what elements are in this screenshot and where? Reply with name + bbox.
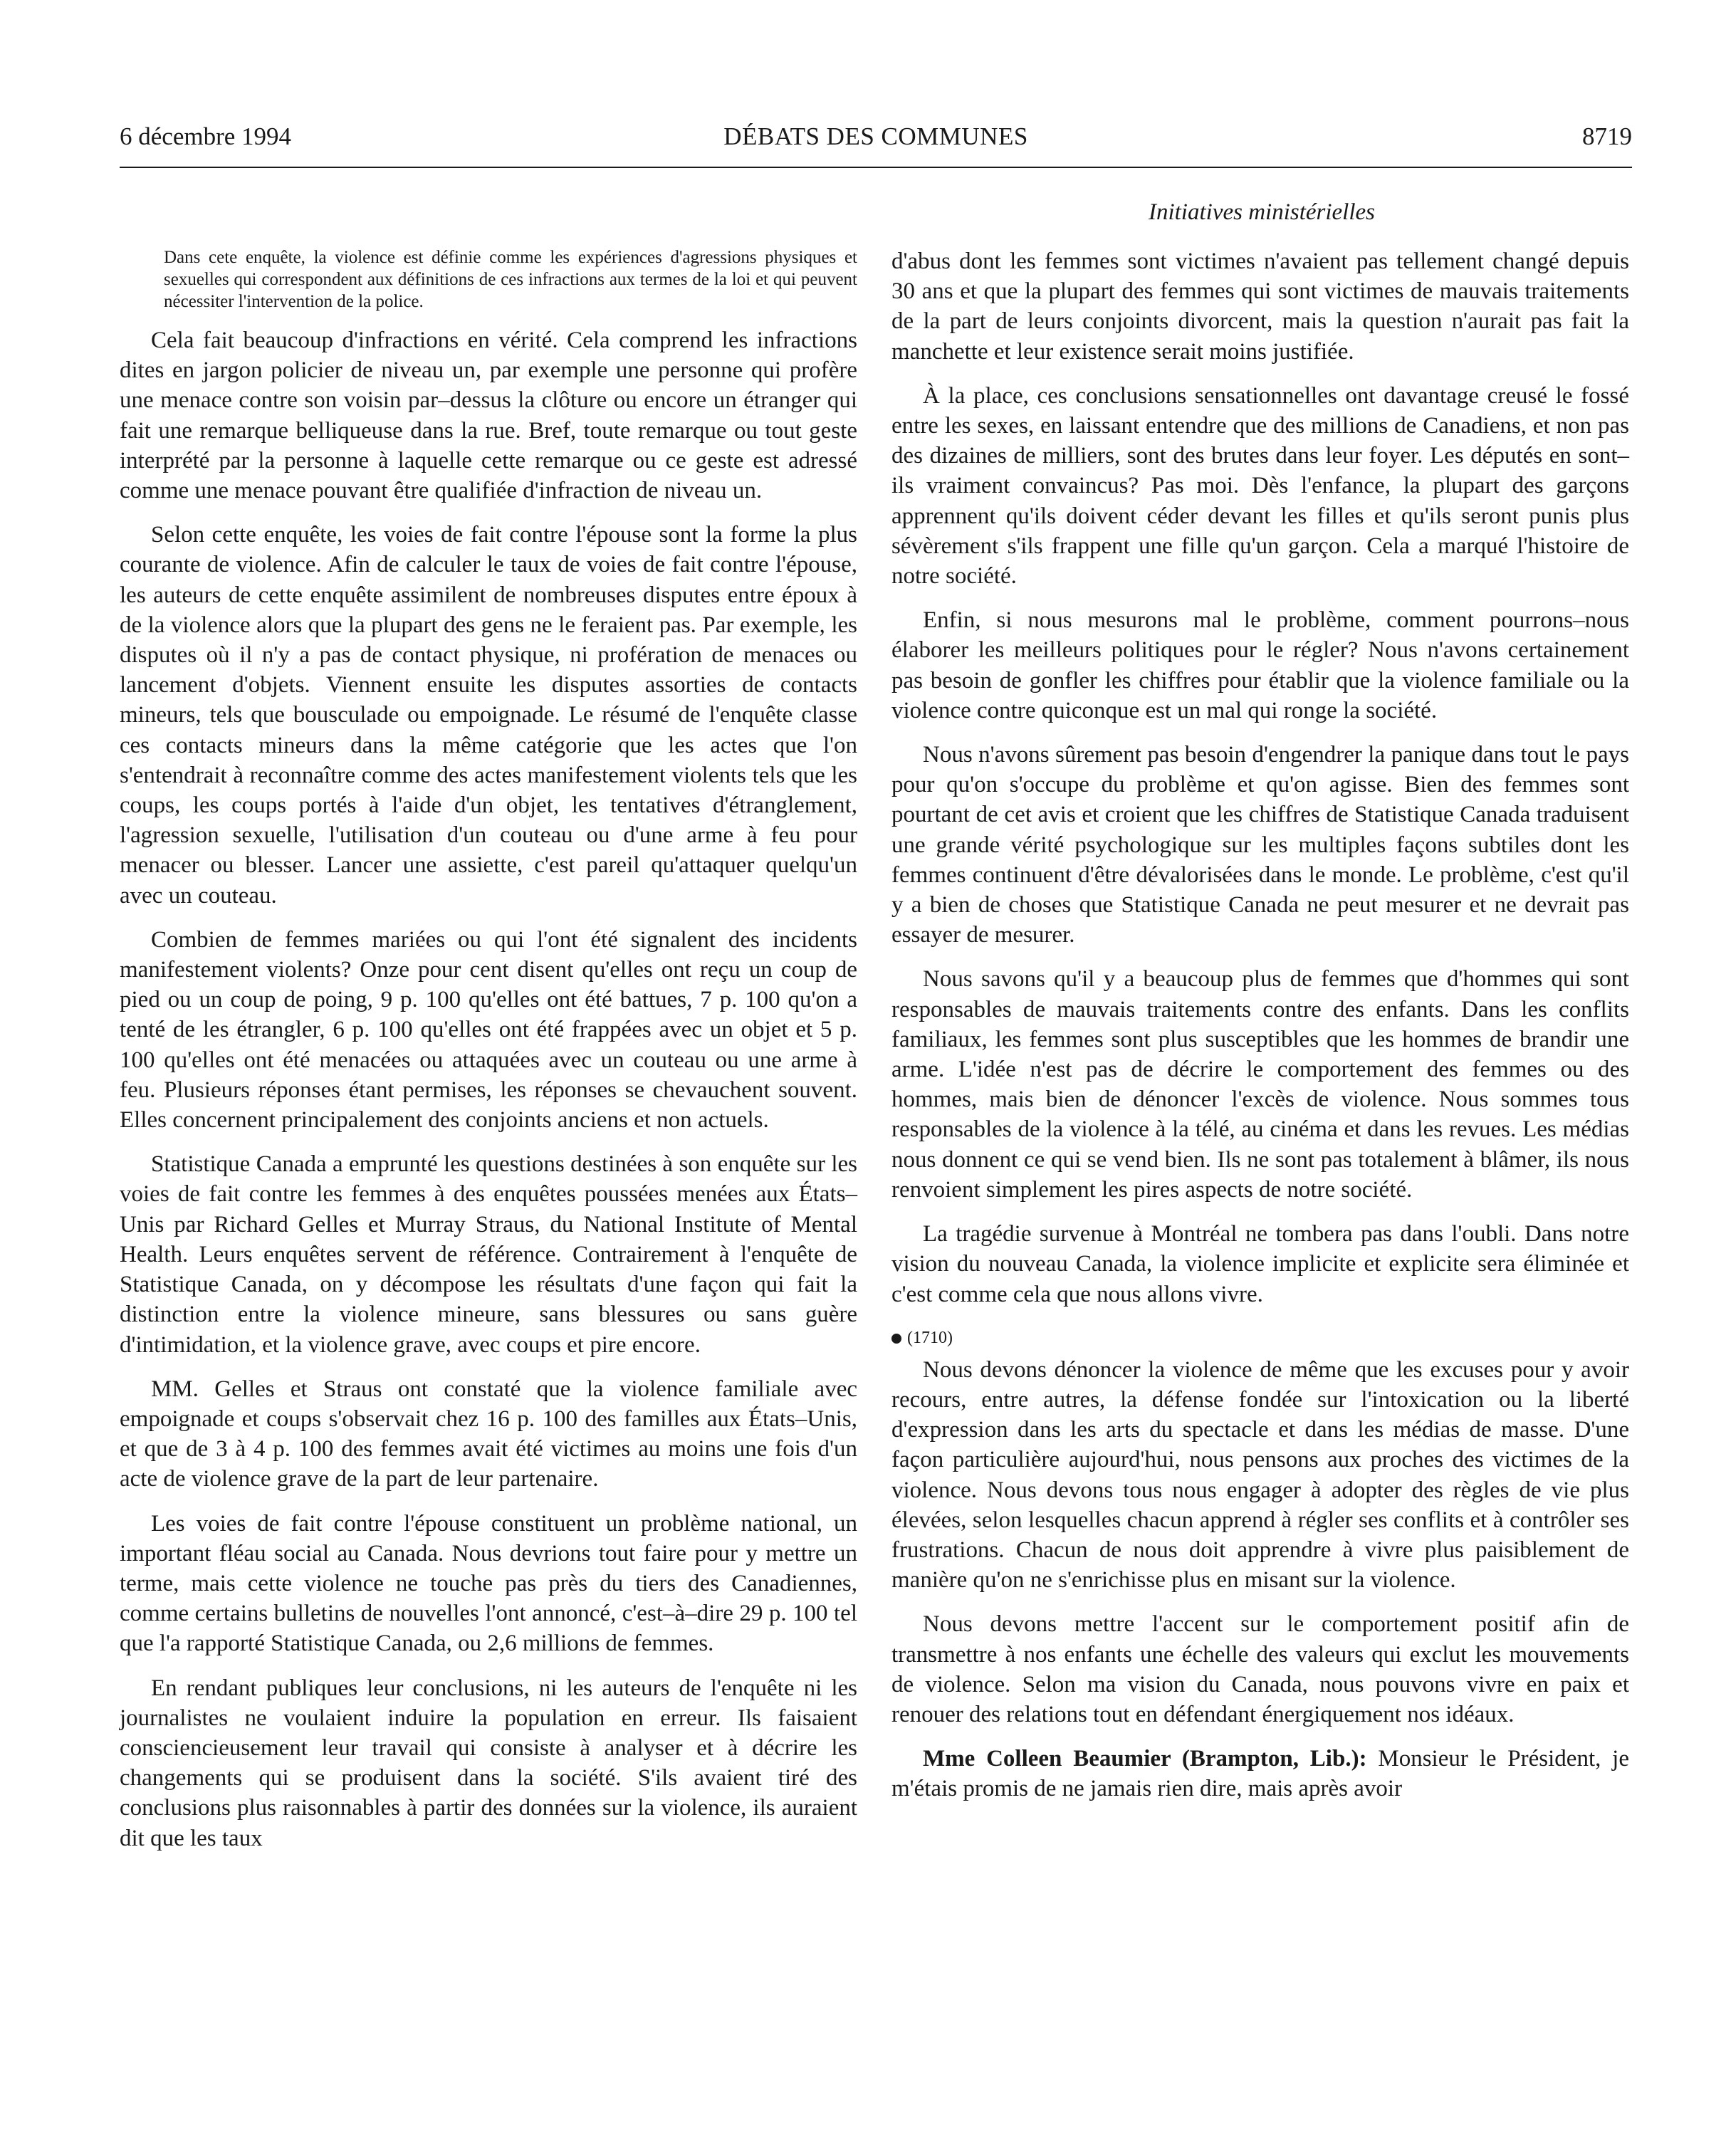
- paragraph: Combien de femmes mariées ou qui l'ont été signalent des incidents manifestement violents? Onze pour cent disent qu'elles ont reçu un coup de pied ou un coup de poing, 9 p. 100 qu'elles ont été battues, 7 p. 100 qu'on a tenté de les étrangler, 6 p. 100 qu'elles ont été frappées avec un objet et 5 p. 100 qu'elles ont été menacées ou attaquées avec un couteau ou une arme à feu. Plusieurs réponses étant permises, les réponses se chevauchent souvent. Elles concernent principalement des conjoints anciens et non actuels.: [120, 926, 857, 1134]
- paragraph: Nous devons mettre l'accent sur le comportement positif afin de transmettre à nos enfants une échelle des valeurs qui exclut les mouvements de violence. Selon ma vision du Canada, nous pouvons vivre en paix et renouer des relations tout en défendant énergiquement nos idéaux.: [891, 1611, 1629, 1727]
- paragraph: Nous savons qu'il y a beaucoup plus de femmes que d'hommes qui sont responsables de mauvais traitements contre des enfants. Dans les conflits familiaux, les femmes sont plus susceptibles que les hommes de brandir une arme. L'idée n'est pas de décrire le comportement des femmes ou des hommes, mais bien de dénoncer l'excès de violence. Nous sommes tous responsables de la violence à la télé, au cinéma et dans les revues. Les médias nous donnent ce qui se vend bien. Ils ne sont pas totalement à blâmer, ils nous renvoient simplement les pires aspects de notre société.: [891, 966, 1629, 1203]
- footnote: Dans cete enquête, la violence est définie comme les expériences d'agressions physiques et sexuelles qui correspondent aux définitions de ces infractions aux termes de la loi et qui peuvent nécessiter l'intervention de la police.: [164, 248, 857, 311]
- speaker-paragraph: [891, 1744, 1629, 1804]
- paragraph: Nous n'avons sûrement pas besoin d'engendrer la panique dans tout le pays pour qu'on s'occupe du problème et qu'on agisse. Bien des femmes sont pourtant de cet avis et croient que les chiffres de Statistique Canada traduisent une grande vérité psychologique sur les multiples façons subtiles dont les femmes continuent d'être dévalorisées dans le monde. Le problème, c'est qu'il y a bien de choses que Statistique Canada ne peut mesurer et ne devrait pas essayer de mesurer.: [891, 742, 1629, 948]
- right-column: [891, 246, 1629, 1819]
- header-page-number: 8719: [1582, 122, 1632, 150]
- paragraph: En rendant publiques leur conclusions, ni les auteurs de l'enquête ni les journalistes ne voulaient induire la population en erreur. Ils faisaient consciencieusement leur travail qui consiste à analyser et à décrire les changements qui se produisent dans la société. S'ils avaient tiré des conclusions plus raisonnables à partir des données sur la violence, ils auraient dit que les taux: [120, 1675, 857, 1851]
- left-column: [120, 246, 857, 1868]
- paragraph: La tragédie survenue à Montréal ne tombera pas dans l'oubli. Dans notre vision du nouveau Canada, la violence implicite et explicite sera éliminée et c'est comme cela que nous allons vivre.: [891, 1221, 1629, 1307]
- paragraph: Statistique Canada a emprunté les questions destinées à son enquête sur les voies de fait contre les femmes à des enquêtes poussées menées aux États–Unis par Richard Gelles et Murray Straus, du National Institute of Mental Health. Leurs enquêtes servent de référence. Contrairement à l'enquête de Statistique Canada, on y décompose les résultats d'une façon qui fait la distinction entre la violence mineure, sans blessures ou sans guère d'intimidation, et la violence grave, avec coups et pire encore.: [120, 1151, 857, 1358]
- section-title: Initiatives ministérielles: [1148, 199, 1376, 225]
- header-date: 6 décembre 1994: [120, 122, 292, 150]
- speaker-name: Mme Colleen Beaumier (Brampton, Lib.):: [923, 1746, 1367, 1772]
- page-header: [120, 122, 1632, 165]
- paragraph: Les voies de fait contre l'épouse constituent un problème national, un important fléau social au Canada. Nous devrions tout faire pour y mettre un terme, mais cette violence ne touche pas près du tiers des Canadiennes, comme certains bulletins de nouvelles l'ont annoncé, c'est–à–dire 29 p. 100 tel que l'a rapporté Statistique Canada, ou 2,6 millions de femmes.: [120, 1510, 857, 1657]
- paragraph-continued: d'abus dont les femmes sont victimes n'avaient pas tellement changé depuis 30 ans et que la plupart des femmes qui sont victimes de mauvais traitements de la part de leurs conjoints divorcent, mais la question n'aurait pas fait la manchette et leur existence serait moins justifiée.: [891, 248, 1629, 365]
- speaker-text: Monsieur le Président, je m'étais promis de ne jamais rien dire, mais après avoir: [891, 1746, 1629, 1802]
- paragraph: Cela fait beaucoup d'infractions en vérité. Cela comprend les infractions dites en jargon policier de niveau un, par exemple une personne qui profère une menace contre son voisin par–dessus la clôture ou encore un étranger qui fait une remarque belliqueuse dans la rue. Bref, toute remarque ou tout geste interprété par la personne à laquelle cette remarque ou ce geste est adressé comme une menace pouvant être qualifiée d'infraction de niveau un.: [120, 328, 857, 504]
- paragraph: Selon cette enquête, les voies de fait contre l'épouse sont la forme la plus courante de violence. Afin de calculer le taux de voies de fait contre l'épouse, les auteurs de cette enquête assimilent de nombreuses disputes entre époux à de la violence alors que la plupart des gens ne le feraient pas. Par exemple, les disputes où il n'y a pas de contact physique, ni profération de menaces ou lancement d'objets. Viennent ensuite les disputes assorties de contacts mineurs, tels que bousculade ou empoignade. Le résumé de l'enquête classe ces contacts mineurs dans la même catégorie que les actes que l'on s'entendrait à reconnaître comme des actes manifestement violents tels que les coups, les coups portés à l'aide d'un objet, les tentatives d'étranglement, l'agression sexuelle, l'utilisation d'un couteau ou d'une arme à feu pour menacer ou blesser. Lancer une assiette, c'est pareil qu'attaquer quelqu'un avec un couteau.: [120, 522, 857, 909]
- header-journal-title: DÉBATS DES COMMUNES: [723, 122, 1028, 150]
- time-marker: [891, 1324, 1629, 1352]
- paragraph: À la place, ces conclusions sensationnelles ont davantage creusé le fossé entre les sexes, en laissant entendre que des millions de Canadiens, et non pas des dizaines de milliers, sont des brutes dans leur foyer. Les députés en sont–ils vraiment convaincus? Pas moi. Dès l'enfance, la plupart des garçons apprennent qu'ils doivent céder devant les filles et qu'ils seront punis plus sévèrement s'ils frappent une fille qu'un garçon. Cela a marqué l'histoire de notre société.: [891, 382, 1629, 590]
- header-rule: [120, 167, 1632, 168]
- time-marker-text: (1710): [907, 1328, 953, 1347]
- bullet-icon: [891, 1334, 901, 1344]
- paragraph: Nous devons dénoncer la violence de même que les excuses pour y avoir recours, entre autres, la défense fondée sur l'intoxication ou la liberté d'expression dans les arts du spectacle et dans les médias de masse. D'une façon particulière aujourd'hui, nous pensons aux proches des victimes de la violence. Nous devons tous nous engager à adopter des règles de vie plus élevées, selon lesquelles chacun apprend à régler ses conflits et à contrôler ses frustrations. Chacun de nous doit apprendre à vivre plus paisiblement de manière qu'on ne s'enrichisse plus en misant sur la violence.: [891, 1356, 1629, 1594]
- paragraph: MM. Gelles et Straus ont constaté que la violence familiale avec empoignade et coups s'observait chez 16 p. 100 des familles aux États–Unis, et que de 3 à 4 p. 100 des femmes avait été victimes au moins une fois d'un acte de violence grave de la part de leur partenaire.: [120, 1376, 857, 1492]
- paragraph: Enfin, si nous mesurons mal le problème, comment pourrons–nous élaborer les meilleurs politiques pour le régler? Nous n'avons certainement pas besoin de gonfler les chiffres pour établir que la violence familiale ou la violence contre quiconque est un mal qui ronge la société.: [891, 607, 1629, 723]
